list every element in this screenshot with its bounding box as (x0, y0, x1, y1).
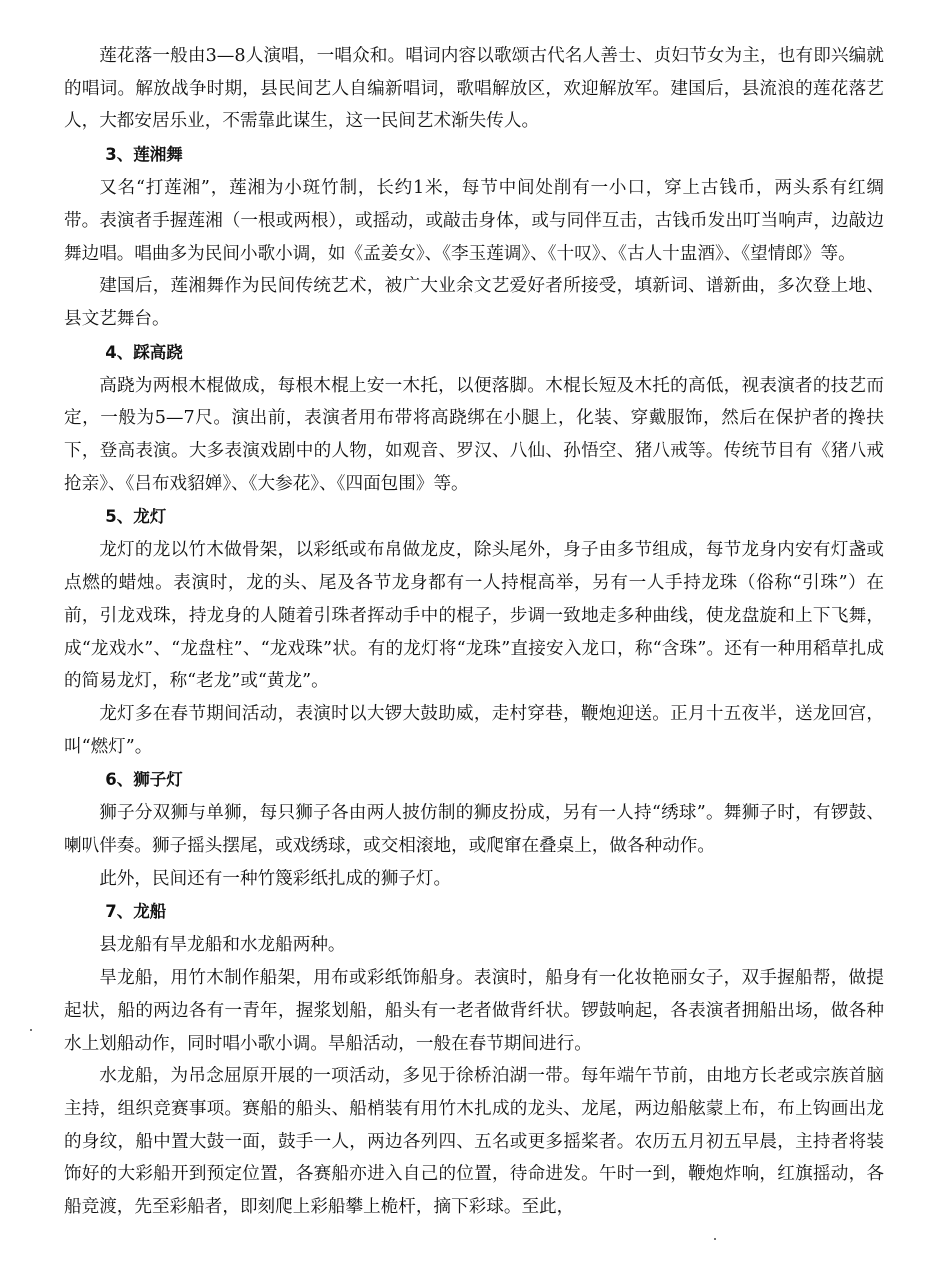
paragraph-dragon-lantern-festival: 龙灯多在春节期间活动，表演时以大锣大鼓助威，走村穿巷，鞭炮迎送。正月十五夜半，送龙回宫，叫“燃灯”。 (64, 703, 884, 757)
heading-stilts: 4、踩高跷 (105, 342, 183, 362)
scan-speck (714, 1238, 716, 1240)
scan-speck (30, 1029, 32, 1031)
heading-lianxiang-dance: 3、莲湘舞 (105, 145, 183, 165)
paragraph-land-boat: 旱龙船，用竹木制作船架，用布或彩纸饰船身。表演时，船身有一化妆艳丽女子，双手握船帮，做提起状，船的两边各有一青年，握浆划船，船头有一老者做背纤状。锣鼓响起，各表演者拥船出场，做各种水上划船动作，同时唱小歌小调。旱船活动，一般在春节期间进行。 (64, 968, 884, 1054)
document-page (64, 40, 884, 1224)
paragraph-stilts-description: 高跷为两根木棍做成，每根木棍上安一木托，以便落脚。木棍长短及木托的高低，视表演者的技艺而定，一般为5—7尺。演出前，表演者用布带将高跷绑在小腿上，化装、穿戴服饰，然后在保护者的搀扶下，登高表演。大多表演戏剧中的人物，如观音、罗汉、八仙、孙悟空、猪八戒等。传统节目有《猪八戒抢亲》、《吕布戏貂婵》、《大参花》、《四面包围》等。 (64, 375, 884, 494)
paragraph-lianxiang-description: 又名“打莲湘”，莲湘为小斑竹制，长约1米，每节中间处削有一小口，穿上古钱币，两头系有红绸带。表演者手握莲湘（一根或两根），或摇动，或敲击身体，或与同伴互击，古钱币发出叮当响声，边敲边舞边唱。唱曲多为民间小歌小调，如《孟姜女》、《李玉莲调》、《十叹》、《古人十盅酒》、《望情郎》等。 (64, 178, 884, 264)
paragraph-dragon-boat-types: 县龙船有旱龙船和水龙船两种。 (99, 935, 346, 956)
paragraph-dragon-lantern-description: 龙灯的龙以竹木做骨架，以彩纸或布帛做龙皮，除头尾外，身子由多节组成，每节龙身内安有灯盏或点燃的蜡烛。表演时，龙的头、尾及各节龙身都有一人持棍高举，另有一人手持龙珠（俗称“引珠”）在前，引龙戏珠，持龙身的人随着引珠者挥动手中的棍子，步调一致地走多种曲线，使龙盘旋和上下飞舞，成“龙戏水”、“龙盘柱”、“龙戏珠”状。有的龙灯将“龙珠”直接安入龙口，称“含珠”。还有一种用稻草扎成的简易龙灯，称“老龙”或“黄龙”。 (64, 540, 884, 692)
heading-lion-lantern: 6、狮子灯 (105, 770, 183, 790)
paragraph-lianxiang-after-1949: 建国后，莲湘舞作为民间传统艺术，被广大业余文艺爱好者所接受，填新词、谱新曲，多次登上地、县文艺舞台。 (64, 276, 884, 329)
heading-dragon-lantern: 5、龙灯 (105, 507, 167, 527)
heading-dragon-boat: 7、龙船 (105, 902, 167, 922)
paragraph-lion-lantern-description: 狮子分双狮与单狮，每只狮子各由两人披仿制的狮皮扮成，另有一人持“绣球”。舞狮子时，有锣鼓、喇叭伴奏。狮子摇头摆尾，或戏绣球，或交相滚地，或爬窜在叠桌上，做各种动作。 (64, 803, 884, 857)
paragraph-lianhualuo: 莲花落一般由3—8人演唱，一唱众和。唱词内容以歌颂古代名人善士、贞妇节女为主，也有即兴编就的唱词。解放战争时期，县民间艺人自编新唱词，歌唱解放区，欢迎解放军。建国后，县流浪的莲花落艺人，大都安居乐业，不需靠此谋生，这一民间艺术渐失传人。 (64, 46, 884, 132)
paragraph-lion-lantern-paper: 此外，民间还有一种竹篾彩纸扎成的狮子灯。 (99, 868, 452, 889)
paragraph-water-dragon-boat: 水龙船，为吊念屈原开展的一项活动，多见于徐桥泊湖一带。每年端午节前，由地方长老或宗族首脑主持，组织竞赛事项。赛船的船头、船梢装有用竹木扎成的龙头、龙尾，两边船舷蒙上布，布上钩画出龙的身纹，船中置大鼓一面，鼓手一人，两边各列四、五名或更多摇桨者。农历五月初五早晨，主持者将装饰好的大彩船开到预定位置，各赛船亦进入自己的位置，待命进发。午时一到，鞭炮炸响，红旗摇动，各船竞渡，先至彩船者，即刻爬上彩船攀上桅杆，摘下彩球。至此， (64, 1066, 884, 1218)
